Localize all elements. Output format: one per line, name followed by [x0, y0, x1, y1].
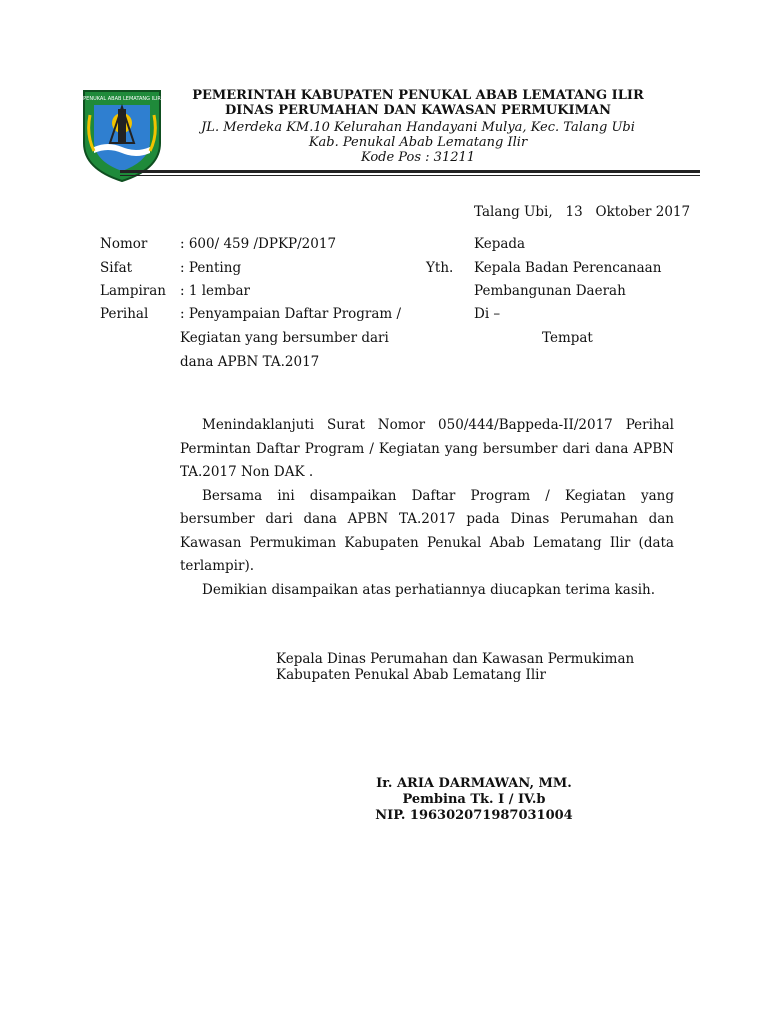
header-rule-thin	[120, 175, 700, 176]
logo-text: PENUKAL ABAB LEMATANG ILIR	[83, 96, 161, 102]
header-address: JL. Merdeka KM.10 Kelurahan Handayani Mulya, Kec. Talang Ubi	[201, 120, 635, 135]
closing-title-line2: Kabupaten Penukal Abab Lematang Ilir	[276, 667, 546, 683]
header-rule-thick	[120, 170, 700, 173]
recipient-kepada: Kepada	[474, 236, 526, 252]
perihal-label: Perihal	[100, 306, 149, 322]
nomor-label: Nomor	[100, 236, 148, 252]
nomor-value: : 600/ 459 /DPKP/2017	[180, 236, 337, 252]
letter-date: Talang Ubi, 13 Oktober 2017	[474, 204, 691, 220]
recipient-line2: Pembangunan Daerah	[474, 283, 626, 299]
body-paragraph-1: Menindaklanjuti Surat Nomor 050/444/Bappeda-II/2017 Perihal Permintan Daftar Program / Kegiatan yang bersumber dari dana APBN TA.2017 Non DAK .	[180, 417, 674, 480]
header-government: PEMERINTAH KABUPATEN PENUKAL ABAB LEMATANG ILIR	[192, 88, 644, 103]
letter-body	[180, 414, 674, 602]
header-regency: Kab. Penukal Abab Lematang Ilir	[308, 135, 528, 150]
lampiran-value: : 1 lembar	[180, 283, 250, 299]
sifat-label: Sifat	[100, 260, 133, 276]
recipient-di: Di –	[474, 306, 501, 322]
recipient-yth: Yth.	[426, 260, 454, 276]
sifat-value: : Penting	[180, 260, 242, 276]
recipient-tempat: Tempat	[542, 330, 593, 346]
header-postal-code: Kode Pos : 31211	[360, 150, 476, 165]
signatory-name: Ir. ARIA DARMAWAN, MM.	[376, 776, 572, 791]
regency-logo	[80, 85, 164, 183]
perihal-value-line3: dana APBN TA.2017	[180, 354, 320, 370]
recipient-line1: Kepala Badan Perencanaan	[474, 260, 662, 276]
header-department: DINAS PERUMAHAN DAN KAWASAN PERMUKIMAN	[225, 103, 611, 118]
signatory-nip: NIP. 196302071987031004	[375, 808, 573, 823]
perihal-value-line1: : Penyampaian Daftar Program /	[180, 306, 402, 322]
perihal-value-line2: Kegiatan yang bersumber dari	[180, 330, 389, 346]
closing-title-line1: Kepala Dinas Perumahan dan Kawasan Permukiman	[276, 651, 635, 667]
signatory-rank: Pembina Tk. I / IV.b	[402, 792, 546, 807]
lampiran-label: Lampiran	[100, 283, 166, 299]
body-paragraph-3: Demikian disampaikan atas perhatiannya diucapkan terima kasih.	[202, 581, 656, 598]
body-paragraph-2: Bersama ini disampaikan Daftar Program / Kegiatan yang bersumber dari dana APBN TA.2017 pada Dinas Perumahan dan Kawasan Permukiman Kabupaten Penukal Abab Lematang Ilir (data terlampir).	[180, 487, 674, 574]
